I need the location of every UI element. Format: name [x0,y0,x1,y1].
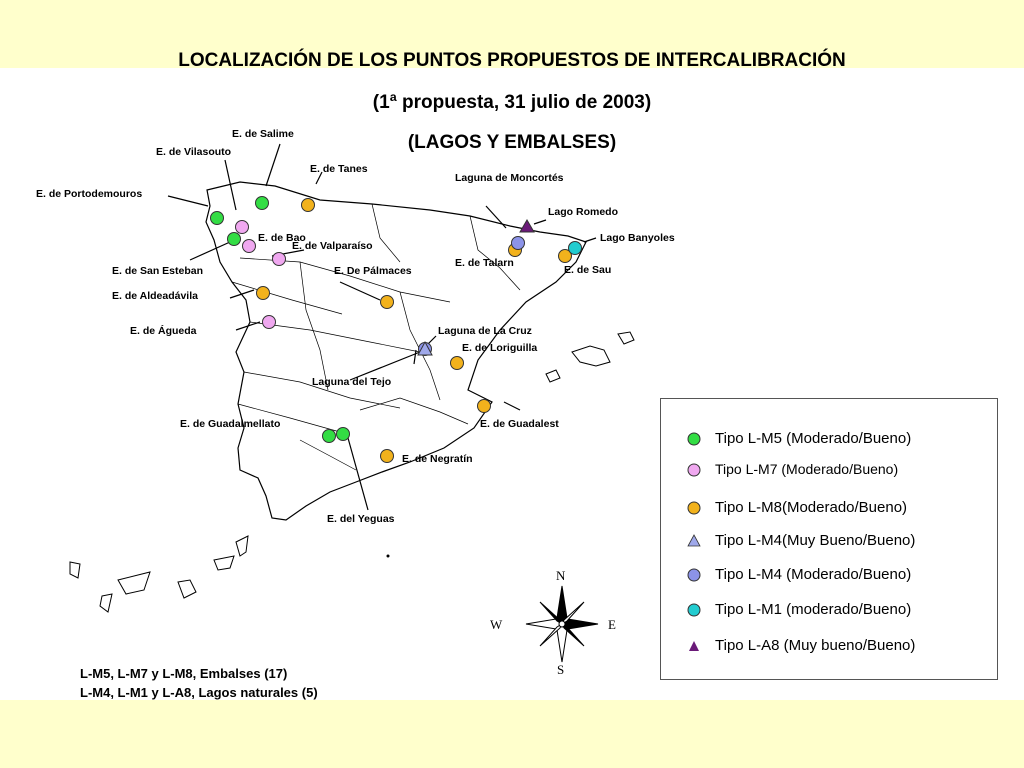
marker-banyoles [569,242,582,255]
label-la-cruz: Laguna de La Cruz [438,325,532,337]
compass-star-icon [526,586,598,662]
legend-label: Tipo L-M5 (Moderado/Bueno) [715,430,912,447]
legend-item [661,497,997,519]
marker-agueda [263,316,276,329]
marker-guadalest [478,400,491,413]
cyan-circle-icon [687,603,701,617]
legend-item [661,459,997,481]
page-title: LOCALIZACIÓN DE LOS PUNTOS PROPUESTOS DE INTERCALIBRACIÓN [178,50,846,71]
label-romedo: Lago Romedo [548,206,618,218]
marker-yeguas [337,428,350,441]
pink-circle-icon [687,463,701,477]
marker-moncortes [512,237,525,250]
note-natural-lakes: L-M4, L-M1 y L-A8, Lagos naturales (5) [80,685,318,700]
marker-aldeadavila [257,287,270,300]
green-circle-icon [687,432,701,446]
legend-label: Tipo L-M8(Moderado/Bueno) [715,499,908,516]
legend-item [661,635,997,657]
marker-bao [243,240,256,253]
label-guadalest: E. de Guadalest [480,418,559,430]
label-valparaiso: E. de Valparaíso [292,240,373,252]
marker-valparaiso [273,253,286,266]
marker-portodemouros [211,212,224,225]
legend-label: Tipo L-M4 (Moderado/Bueno) [715,566,912,583]
marker-vilasouto [236,221,249,234]
marker-loriguilla [451,357,464,370]
map-legend [660,398,998,680]
marker-negratin [381,450,394,463]
marker-san-esteban [228,233,241,246]
legend-label: Tipo L-M1 (moderado/Bueno) [715,601,912,618]
legend-label: Tipo L-A8 (Muy bueno/Bueno) [715,637,916,654]
marker-guadalmellato [323,430,336,443]
label-vilasouto: E. de Vilasouto [156,146,232,158]
legend-item [661,428,997,450]
page-subtitle-category: (LAGOS Y EMBALSES) [407,132,617,153]
label-salime: E. de Salime [232,128,294,140]
compass-east: E [608,617,616,632]
note-reservoirs: L-M5, L-M7 y L-M8, Embalses (17) [80,666,288,681]
marker-tanes [302,199,315,212]
dark-purple-triangle-icon [687,639,701,653]
canary-islands [70,536,248,612]
label-moncortes: Laguna de Moncortés [455,172,564,184]
label-guadalmellato: E. de Guadalmellato [180,418,281,430]
compass-north: N [556,568,566,583]
map-notes [80,664,318,702]
label-loriguilla: E. de Loriguilla [462,342,538,354]
compass-rose [488,568,628,680]
label-negratin: E. de Negratín [402,453,473,465]
orange-circle-icon [687,501,701,515]
label-talarn: E. de Talarn [455,257,514,269]
legend-item [661,599,997,621]
marker-romedo [520,220,534,232]
page-subtitle-date: (1ª propuesta, 31 julio de 2003) [372,92,652,113]
label-tanes: E. de Tanes [310,163,368,175]
blue-purple-circle-icon [687,568,701,582]
marker-palmaces [381,296,394,309]
label-aldeadavila: E. de Aldeadávila [112,290,198,302]
small-dot [387,555,390,558]
legend-item [661,530,997,552]
legend-label: Tipo L-M7 (Moderado/Bueno) [715,461,899,477]
compass-south: S [557,662,565,677]
label-tejo: Laguna del Tejo [312,376,392,388]
balearic-islands [546,332,634,382]
compass-west: W [490,617,503,632]
label-san-esteban: E. de San Esteban [112,265,204,277]
label-banyoles: Lago Banyoles [600,232,675,244]
legend-label: Tipo L-M4(Muy Bueno/Bueno) [715,532,916,549]
label-palmaces: E. De Pálmaces [334,265,412,277]
label-bao: E. de Bao [258,232,306,244]
label-sau: E. de Sau [564,264,612,276]
marker-salime [256,197,269,210]
label-portodemouros: E. de Portodemouros [36,188,143,200]
light-purple-triangle-icon [687,534,701,548]
legend-item [661,564,997,586]
label-agueda: E. de Águeda [130,325,197,337]
label-yeguas: E. del Yeguas [327,513,395,525]
